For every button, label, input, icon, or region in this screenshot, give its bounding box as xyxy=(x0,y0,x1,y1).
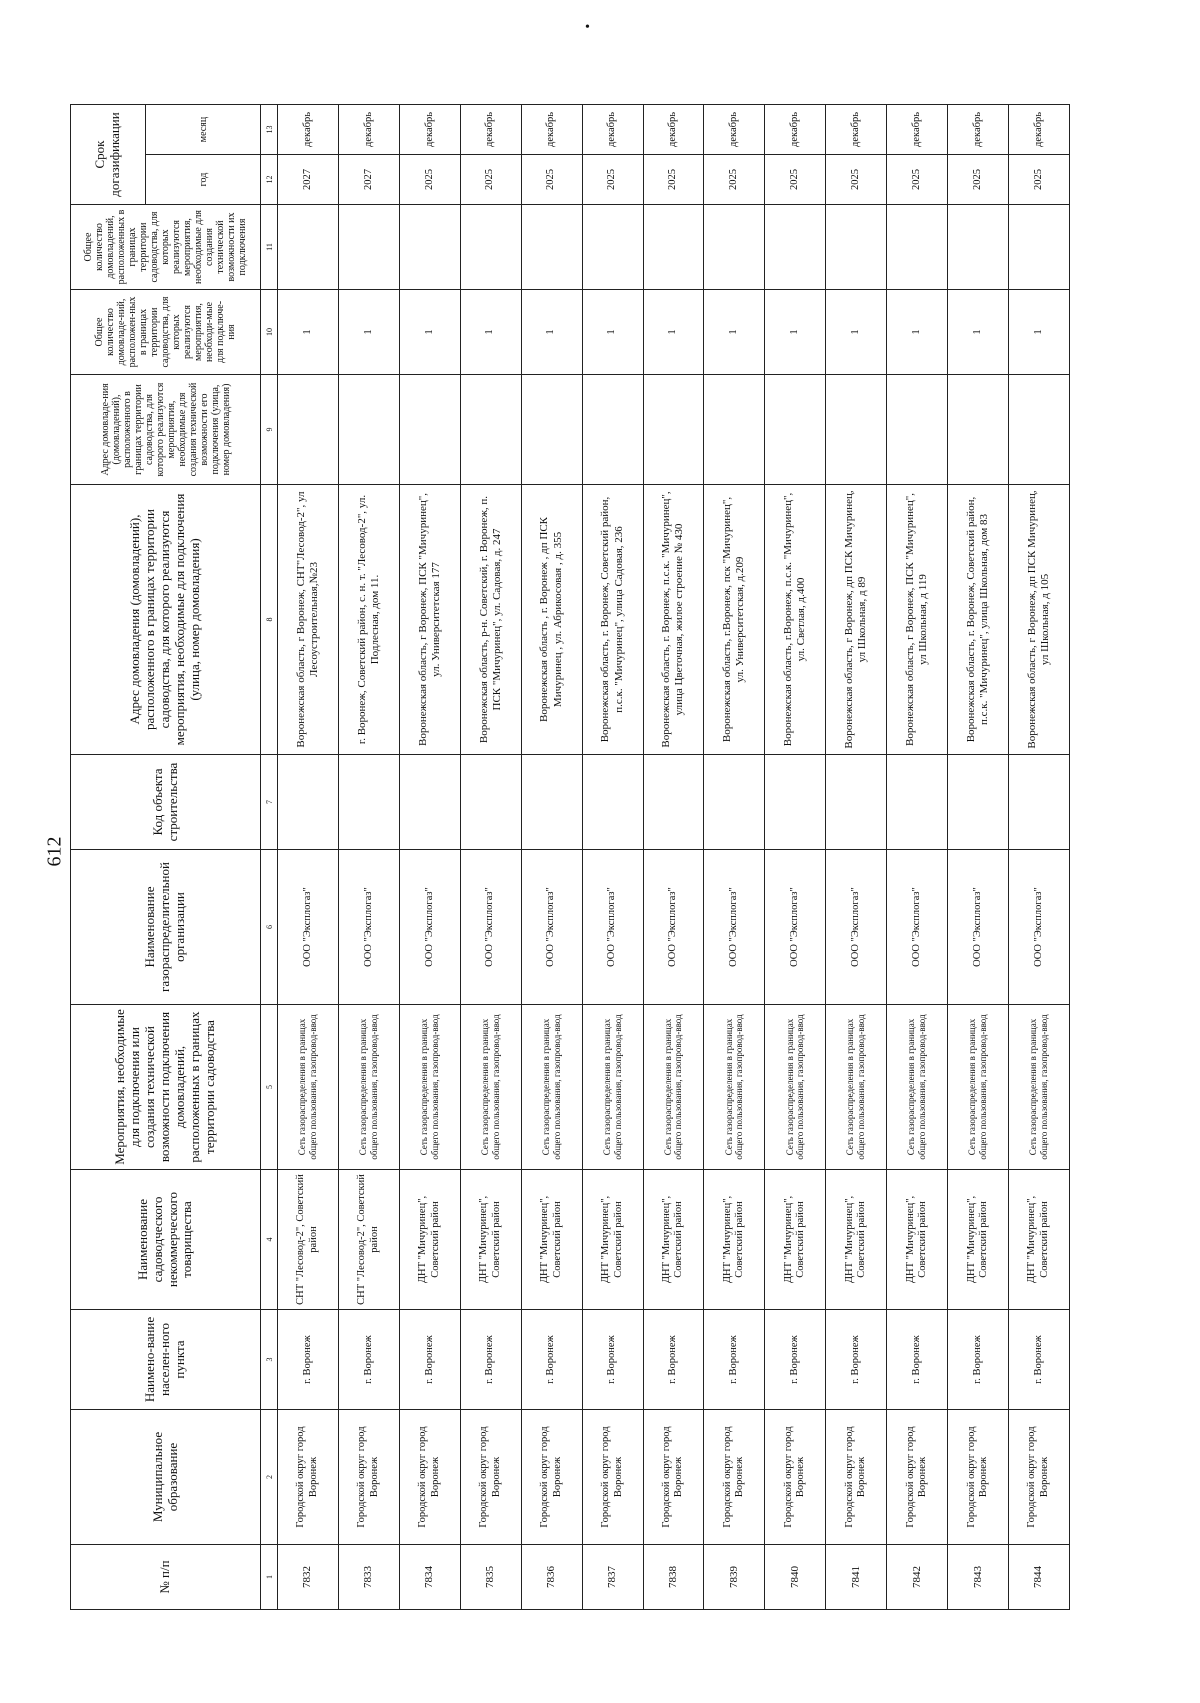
cell-gas-org: ООО "Эксплогаз" xyxy=(643,850,704,1005)
cell-partnership: СНТ "Лесовод-2", Советский район xyxy=(338,1170,399,1310)
cell-settlement: г. Воронеж xyxy=(704,1310,765,1410)
cell-total-connect: 1 xyxy=(338,290,399,375)
column-number-row xyxy=(261,105,278,1610)
cell-address: Воронежская область, р-н. Советский, г. Воронеж, п. ПСК "Мичуринец", ул. Садовая, д. 247 xyxy=(460,485,521,755)
header-total-tech: Общее количество домовладений, расположенных в границах территории садоводства, для которых реализуются мероприятия, необходимые для создания технической возможности их подключения xyxy=(71,205,261,290)
cell-gas-org: ООО "Эксплогаз" xyxy=(338,850,399,1005)
cell-year: 2025 xyxy=(460,155,521,205)
cell-object-code xyxy=(765,755,826,850)
cell-num: 7843 xyxy=(948,1545,1009,1610)
header-total-connect: Общее количество домовладе-ний, расположен-ных в границах территории садоводства, для которых реализуются мероприятия, необходи-мые для подключе-ния xyxy=(71,290,261,375)
cell-num: 7835 xyxy=(460,1545,521,1610)
cell-total-tech xyxy=(338,205,399,290)
header-deadline: Срок догазификации xyxy=(71,105,146,205)
cell-total-tech xyxy=(765,205,826,290)
cell-total-tech xyxy=(826,205,887,290)
cell-partnership: ДНТ "Мичуринец", Советский район xyxy=(765,1170,826,1310)
cell-year: 2025 xyxy=(399,155,460,205)
cell-municipality: Городской округ город Воронеж xyxy=(399,1410,460,1545)
cell-address-tech xyxy=(1009,375,1070,485)
cell-month: декабрь xyxy=(826,105,887,155)
cell-month: декабрь xyxy=(1009,105,1070,155)
header-num: № п/п xyxy=(71,1545,261,1610)
table-row xyxy=(826,105,887,1610)
cell-object-code xyxy=(460,755,521,850)
cell-settlement: г. Воронеж xyxy=(399,1310,460,1410)
cell-address: Воронежская область, г Воронеж, дп ПСК Мичуринец, ул Школьная, д 105 xyxy=(1009,485,1070,755)
cell-address-tech xyxy=(765,375,826,485)
cell-settlement: г. Воронеж xyxy=(948,1310,1009,1410)
cell-settlement: г. Воронеж xyxy=(582,1310,643,1410)
cell-month: декабрь xyxy=(887,105,948,155)
cell-num: 7838 xyxy=(643,1545,704,1610)
table-row xyxy=(765,105,826,1610)
col-number: 3 xyxy=(261,1310,278,1410)
header-year: год xyxy=(146,155,261,205)
cell-measure: Сеть газораспределения в границах общего пользования, газопровод-ввод xyxy=(582,1005,643,1170)
cell-num: 7842 xyxy=(887,1545,948,1610)
cell-gas-org: ООО "Эксплогаз" xyxy=(765,850,826,1005)
cell-settlement: г. Воронеж xyxy=(521,1310,582,1410)
cell-gas-org: ООО "Эксплогаз" xyxy=(1009,850,1070,1005)
cell-partnership: ДНТ "Мичуринец", Советский район xyxy=(704,1170,765,1310)
col-number: 1 xyxy=(261,1545,278,1610)
cell-total-connect: 1 xyxy=(887,290,948,375)
cell-partnership: ДНТ "Мичуринец", Советский район xyxy=(887,1170,948,1310)
cell-gas-org: ООО "Эксплогаз" xyxy=(521,850,582,1005)
cell-month: декабрь xyxy=(765,105,826,155)
col-number: 10 xyxy=(261,290,278,375)
cell-total-tech xyxy=(399,205,460,290)
cell-address-tech xyxy=(704,375,765,485)
cell-gas-org: ООО "Эксплогаз" xyxy=(278,850,339,1005)
cell-address-tech xyxy=(521,375,582,485)
cell-year: 2025 xyxy=(1009,155,1070,205)
table-row xyxy=(521,105,582,1610)
table-row xyxy=(948,105,1009,1610)
cell-municipality: Городской округ город Воронеж xyxy=(338,1410,399,1545)
cell-measure: Сеть газораспределения в границах общего пользования, газопровод-ввод xyxy=(460,1005,521,1170)
cell-municipality: Городской округ город Воронеж xyxy=(582,1410,643,1545)
cell-gas-org: ООО "Эксплогаз" xyxy=(460,850,521,1005)
cell-total-connect: 1 xyxy=(1009,290,1070,375)
cell-year: 2027 xyxy=(278,155,339,205)
gasification-register-table xyxy=(70,104,1070,1610)
table-row xyxy=(582,105,643,1610)
cell-address: Воронежская область, г.Воронеж, п.с.к. "Мичуринец", ул. Светлая, д.400 xyxy=(765,485,826,755)
cell-measure: Сеть газораспределения в границах общего пользования, газопровод-ввод xyxy=(1009,1005,1070,1170)
table-row xyxy=(399,105,460,1610)
cell-object-code xyxy=(704,755,765,850)
cell-month: декабрь xyxy=(521,105,582,155)
cell-municipality: Городской округ город Воронеж xyxy=(887,1410,948,1545)
cell-municipality: Городской округ город Воронеж xyxy=(704,1410,765,1545)
cell-address: Воронежская область, г Воронеж, ПСК "Мичуринец", ул Школьная, д 119 xyxy=(887,485,948,755)
cell-measure: Сеть газораспределения в границах общего пользования, газопровод-ввод xyxy=(765,1005,826,1170)
cell-measure: Сеть газораспределения в границах общего пользования, газопровод-ввод xyxy=(338,1005,399,1170)
table-body xyxy=(278,105,1070,1610)
cell-object-code xyxy=(582,755,643,850)
cell-settlement: г. Воронеж xyxy=(887,1310,948,1410)
cell-month: декабрь xyxy=(338,105,399,155)
cell-municipality: Городской округ город Воронеж xyxy=(765,1410,826,1545)
col-number: 12 xyxy=(261,155,278,205)
cell-object-code xyxy=(643,755,704,850)
cell-address-tech xyxy=(887,375,948,485)
cell-total-connect: 1 xyxy=(582,290,643,375)
cell-partnership: ДНТ "Мичуринец", Советский район xyxy=(460,1170,521,1310)
cell-municipality: Городской округ город Воронеж xyxy=(826,1410,887,1545)
cell-year: 2025 xyxy=(643,155,704,205)
cell-month: декабрь xyxy=(643,105,704,155)
cell-total-tech xyxy=(460,205,521,290)
cell-municipality: Городской округ город Воронеж xyxy=(643,1410,704,1545)
cell-address-tech xyxy=(582,375,643,485)
table-row xyxy=(338,105,399,1610)
cell-partnership: ДНТ "Мичуринец", Советский район xyxy=(582,1170,643,1310)
cell-object-code xyxy=(399,755,460,850)
cell-total-connect: 1 xyxy=(460,290,521,375)
page-number: 612 xyxy=(43,836,66,867)
cell-object-code xyxy=(338,755,399,850)
cell-year: 2025 xyxy=(948,155,1009,205)
cell-settlement: г. Воронеж xyxy=(643,1310,704,1410)
table-row xyxy=(643,105,704,1610)
cell-address-tech xyxy=(460,375,521,485)
cell-total-connect: 1 xyxy=(765,290,826,375)
header-settlement: Наимено-вание населен-ного пункта xyxy=(71,1310,261,1410)
header-address: Адрес домовладения (домовладений), расположенного в границах территории садоводства, для которого реализуются мероприятия, необходимые для подключения (улица, номер домовладения) xyxy=(71,485,261,755)
cell-total-tech xyxy=(704,205,765,290)
col-number: 2 xyxy=(261,1410,278,1545)
cell-total-tech xyxy=(1009,205,1070,290)
cell-settlement: г. Воронеж xyxy=(826,1310,887,1410)
cell-object-code xyxy=(1009,755,1070,850)
cell-total-connect: 1 xyxy=(826,290,887,375)
cell-gas-org: ООО "Эксплогаз" xyxy=(582,850,643,1005)
cell-address-tech xyxy=(399,375,460,485)
header-address-tech: Адрес домовладе-ния (домовладений), расположенного в границах территории садоводства, для которого реализуются мероприятия, необходимые для создания технической возможности его подключения (улица, номер домовладения) xyxy=(71,375,261,485)
cell-partnership: ДНТ "Мичуринец", Советский район xyxy=(399,1170,460,1310)
cell-year: 2027 xyxy=(338,155,399,205)
cell-num: 7837 xyxy=(582,1545,643,1610)
col-number: 7 xyxy=(261,755,278,850)
cell-object-code xyxy=(826,755,887,850)
cell-month: декабрь xyxy=(399,105,460,155)
header-month: месяц xyxy=(146,105,261,155)
cell-gas-org: ООО "Эксплогаз" xyxy=(887,850,948,1005)
cell-year: 2025 xyxy=(521,155,582,205)
cell-address-tech xyxy=(643,375,704,485)
rotated-table-container xyxy=(70,105,1070,1610)
cell-settlement: г. Воронеж xyxy=(1009,1310,1070,1410)
header-object-code: Код объекта строительства xyxy=(71,755,261,850)
cell-municipality: Городской округ город Воронеж xyxy=(460,1410,521,1545)
cell-settlement: г. Воронеж xyxy=(765,1310,826,1410)
col-number: 11 xyxy=(261,205,278,290)
cell-num: 7840 xyxy=(765,1545,826,1610)
cell-gas-org: ООО "Эксплогаз" xyxy=(948,850,1009,1005)
cell-settlement: г. Воронеж xyxy=(460,1310,521,1410)
cell-total-connect: 1 xyxy=(704,290,765,375)
cell-address: Воронежская область, г.Воронеж, пск "Мичуринец", ул. Университетская, д.209 xyxy=(704,485,765,755)
cell-month: декабрь xyxy=(948,105,1009,155)
cell-year: 2025 xyxy=(582,155,643,205)
cell-municipality: Городской округ город Воронеж xyxy=(521,1410,582,1545)
cell-total-connect: 1 xyxy=(399,290,460,375)
cell-year: 2025 xyxy=(704,155,765,205)
cell-num: 7832 xyxy=(278,1545,339,1610)
cell-total-connect: 1 xyxy=(521,290,582,375)
cell-municipality: Городской округ город Воронеж xyxy=(278,1410,339,1545)
header-gas-org: Наименование газораспределительной организации xyxy=(71,850,261,1005)
table-row xyxy=(460,105,521,1610)
cell-settlement: г. Воронеж xyxy=(278,1310,339,1410)
col-number: 6 xyxy=(261,850,278,1005)
cell-year: 2025 xyxy=(887,155,948,205)
cell-address: Воронежская область, г Воронеж, ПСК "Мичуринец", ул. Университетская 177 xyxy=(399,485,460,755)
corner-mark: • xyxy=(585,20,590,35)
cell-month: декабрь xyxy=(460,105,521,155)
cell-address: Воронежская область, г. Воронеж, Советский район, п.с.к. "Мичуринец", улица Школьная, дом 83 xyxy=(948,485,1009,755)
cell-partnership: ДНТ "Мичуринец", Советский район xyxy=(826,1170,887,1310)
table-row xyxy=(704,105,765,1610)
col-number: 9 xyxy=(261,375,278,485)
cell-month: декабрь xyxy=(278,105,339,155)
table-row xyxy=(278,105,339,1610)
cell-gas-org: ООО "Эксплогаз" xyxy=(826,850,887,1005)
cell-address-tech xyxy=(278,375,339,485)
cell-num: 7834 xyxy=(399,1545,460,1610)
cell-partnership: ДНТ "Мичуринец", Советский район xyxy=(521,1170,582,1310)
cell-gas-org: ООО "Эксплогаз" xyxy=(399,850,460,1005)
cell-measure: Сеть газораспределения в границах общего пользования, газопровод-ввод xyxy=(278,1005,339,1170)
cell-municipality: Городской округ город Воронеж xyxy=(1009,1410,1070,1545)
cell-total-tech xyxy=(948,205,1009,290)
cell-measure: Сеть газораспределения в границах общего пользования, газопровод-ввод xyxy=(826,1005,887,1170)
cell-month: декабрь xyxy=(582,105,643,155)
cell-measure: Сеть газораспределения в границах общего пользования, газопровод-ввод xyxy=(887,1005,948,1170)
col-number: 8 xyxy=(261,485,278,755)
cell-address: Воронежская область, г. Воронеж, п.с.к. "Мичуринец", улица Цветочная, жилое строение № 430 xyxy=(643,485,704,755)
header-municipality: Муниципальное образование xyxy=(71,1410,261,1545)
cell-partnership: ДНТ "Мичуринец", Советский район xyxy=(643,1170,704,1310)
col-number: 4 xyxy=(261,1170,278,1310)
cell-object-code xyxy=(521,755,582,850)
cell-partnership: ДНТ "Мичуринец", Советский район xyxy=(948,1170,1009,1310)
cell-address-tech xyxy=(338,375,399,485)
cell-object-code xyxy=(948,755,1009,850)
cell-object-code xyxy=(887,755,948,850)
cell-total-tech xyxy=(582,205,643,290)
cell-num: 7839 xyxy=(704,1545,765,1610)
table-row xyxy=(887,105,948,1610)
cell-measure: Сеть газораспределения в границах общего пользования, газопровод-ввод xyxy=(704,1005,765,1170)
col-number: 13 xyxy=(261,105,278,155)
cell-measure: Сеть газораспределения в границах общего пользования, газопровод-ввод xyxy=(521,1005,582,1170)
cell-object-code xyxy=(278,755,339,850)
cell-num: 7841 xyxy=(826,1545,887,1610)
cell-measure: Сеть газораспределения в границах общего пользования, газопровод-ввод xyxy=(399,1005,460,1170)
cell-total-tech xyxy=(521,205,582,290)
cell-partnership: ДНТ "Мичуринец", Советский район xyxy=(1009,1170,1070,1310)
cell-num: 7844 xyxy=(1009,1545,1070,1610)
cell-num: 7836 xyxy=(521,1545,582,1610)
header-measures: Мероприятия, необходимые для подключения или создания технической возможности подключения домовладений, расположенных в границах территории садоводства xyxy=(71,1005,261,1170)
cell-address: Воронежская область , г. Воронеж , дп ПСК Мичуринец , ул. Абрикосовая , д. 355 xyxy=(521,485,582,755)
col-number: 5 xyxy=(261,1005,278,1170)
cell-measure: Сеть газораспределения в границах общего пользования, газопровод-ввод xyxy=(948,1005,1009,1170)
header-partnership: Наименование садоводческого некоммерческого товарищества xyxy=(71,1170,261,1310)
cell-total-connect: 1 xyxy=(643,290,704,375)
table-row xyxy=(1009,105,1070,1610)
cell-total-connect: 1 xyxy=(948,290,1009,375)
cell-total-tech xyxy=(278,205,339,290)
cell-address-tech xyxy=(826,375,887,485)
cell-partnership: СНТ "Лесовод-2", Советский район xyxy=(278,1170,339,1310)
cell-gas-org: ООО "Эксплогаз" xyxy=(704,850,765,1005)
cell-address: г. Воронеж, Советский район, с. н. т. "Лесовод-2", ул. Подлесная, дом 11. xyxy=(338,485,399,755)
cell-address: Воронежская область, г Воронеж, СНТ"Лесовод-2", ул Лесоустроительная,№23 xyxy=(278,485,339,755)
cell-year: 2025 xyxy=(765,155,826,205)
cell-year: 2025 xyxy=(826,155,887,205)
cell-address: Воронежская область, г. Воронеж, Советский район, п.с.к. "Мичуринец", улица Садовая, 236 xyxy=(582,485,643,755)
cell-measure: Сеть газораспределения в границах общего пользования, газопровод-ввод xyxy=(643,1005,704,1170)
cell-settlement: г. Воронеж xyxy=(338,1310,399,1410)
cell-total-tech xyxy=(887,205,948,290)
cell-address-tech xyxy=(948,375,1009,485)
cell-num: 7833 xyxy=(338,1545,399,1610)
cell-address: Воронежская область, г Воронеж, дп ПСК Мичуринец, ул Школьная, д 89 xyxy=(826,485,887,755)
cell-month: декабрь xyxy=(704,105,765,155)
cell-municipality: Городской округ город Воронеж xyxy=(948,1410,1009,1545)
cell-total-tech xyxy=(643,205,704,290)
cell-total-connect: 1 xyxy=(278,290,339,375)
